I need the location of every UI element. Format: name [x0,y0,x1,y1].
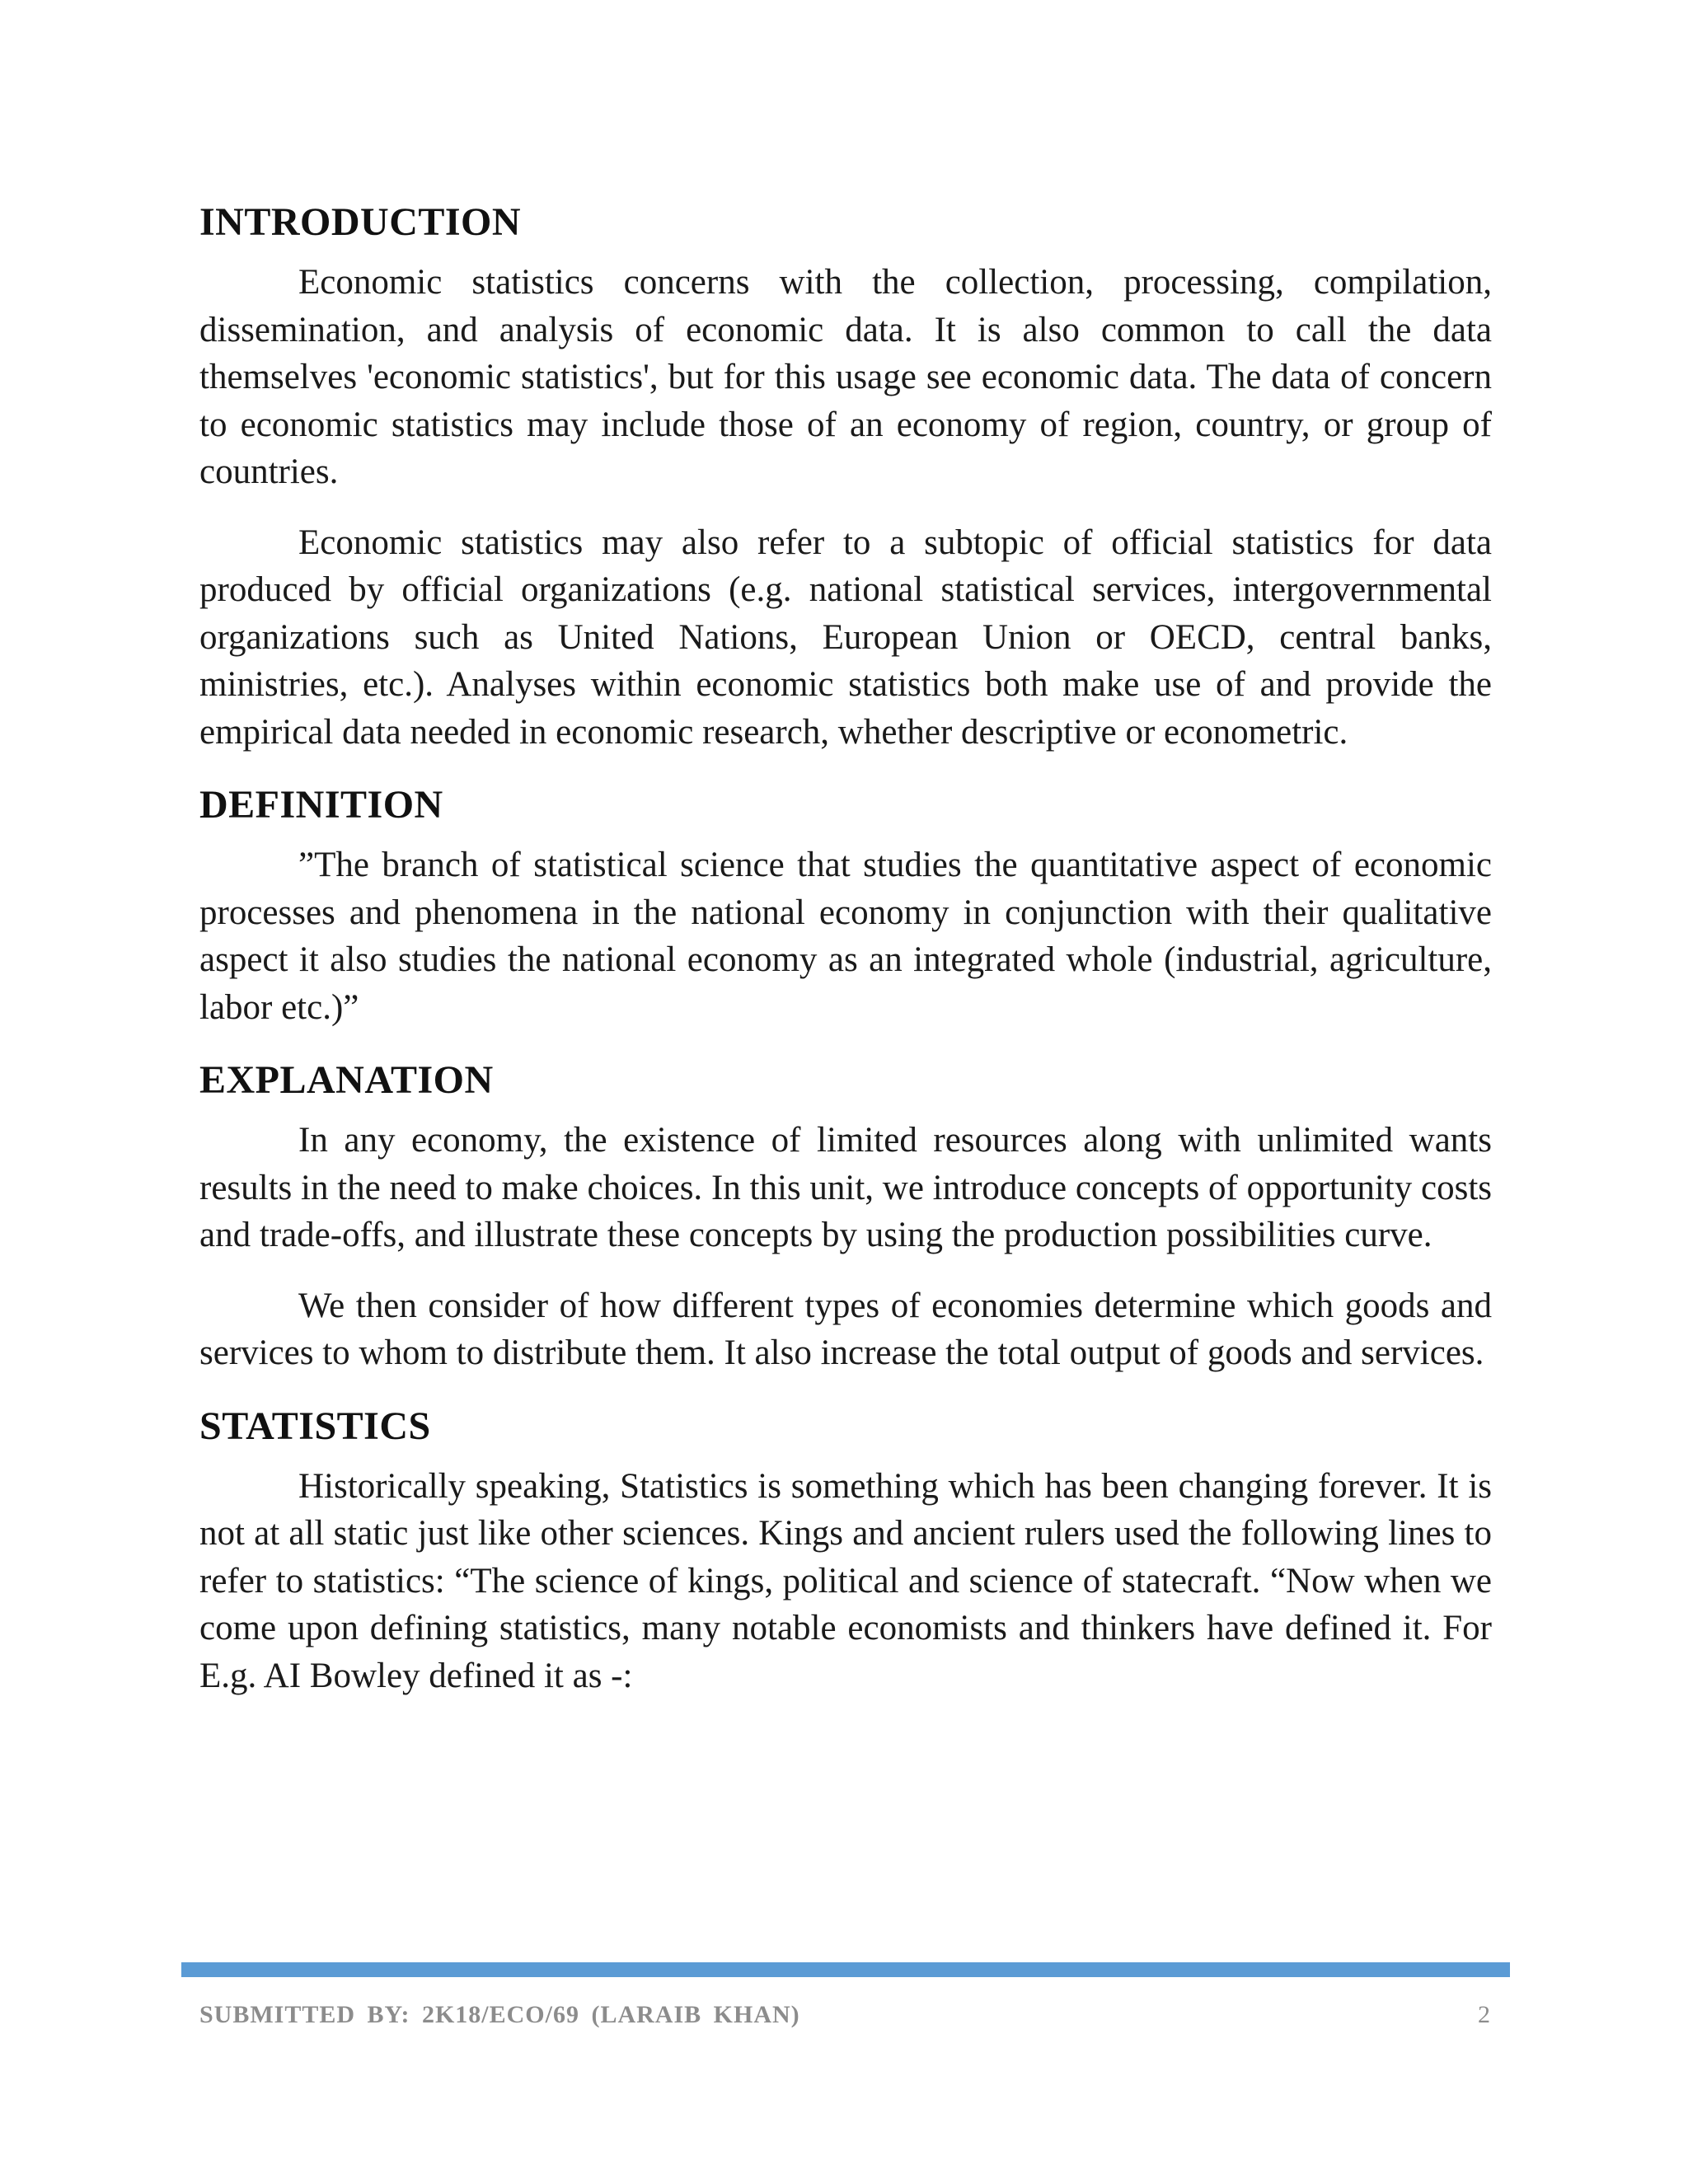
section-definition [199,779,1492,1031]
paragraph: Economic statistics concerns with the collection, processing, compilation, dissemination, and analysis of economic data. It is also common to call the data themselves 'economic statistics', but for this usage see economic data. The data of concern to economic statistics may include those of an economy of region, country, or group of countries. [199,263,1492,491]
section-introduction [199,196,1492,756]
page-number: 2 [1478,2001,1490,2028]
paragraph: ”The branch of statistical science that studies the quantitative aspect of economic processes and phenomena in the national economy in conjunction with their qualitative aspect it also studies the national economy as an integrated whole (industrial, agriculture, labor etc.)” [199,846,1492,1027]
paragraph: Economic statistics may also refer to a subtopic of official statistics for data produced by official organizations (e.g. national statistical services, intergovernmental organizations such as United Nations, European Union or OECD, central banks, ministries, etc.). Analyses within economic statistics both make use of and provide the empirical data needed in economic research, whether descriptive or econometric. [199,523,1492,752]
section-heading: EXPLANATION [199,1058,494,1102]
paragraph: We then consider of how different types of economies determine which goods and services to whom to distribute them. It also increase the total output of goods and services. [199,1286,1492,1372]
paragraph: Historically speaking, Statistics is something which has been changing forever. It is not at all static just like other sciences. Kings and ancient rulers used the following lines to refer to statistics: “The science of kings, political and science of statecraft. “Now when we come upon defining statistics, many notable economists and thinkers have defined it. For E.g. AI Bowley defined it as -: [199,1466,1492,1695]
document-body [199,196,1492,1722]
section-heading: DEFINITION [199,783,443,827]
footer-rule [181,1962,1510,1977]
paragraph: In any economy, the existence of limited resources along with unlimited wants results in the need to make choices. In this unit, we introduce concepts of opportunity costs and trade-offs, and illustrate these concepts by using the production possibilities curve. [199,1121,1492,1254]
footer-submitted-by: SUBMITTED BY: 2K18/ECO/69 (LARAIB KHAN) [199,2001,800,2028]
section-statistics [199,1400,1492,1700]
section-heading: STATISTICS [199,1404,431,1448]
section-heading: INTRODUCTION [199,200,522,244]
section-explanation [199,1054,1492,1377]
